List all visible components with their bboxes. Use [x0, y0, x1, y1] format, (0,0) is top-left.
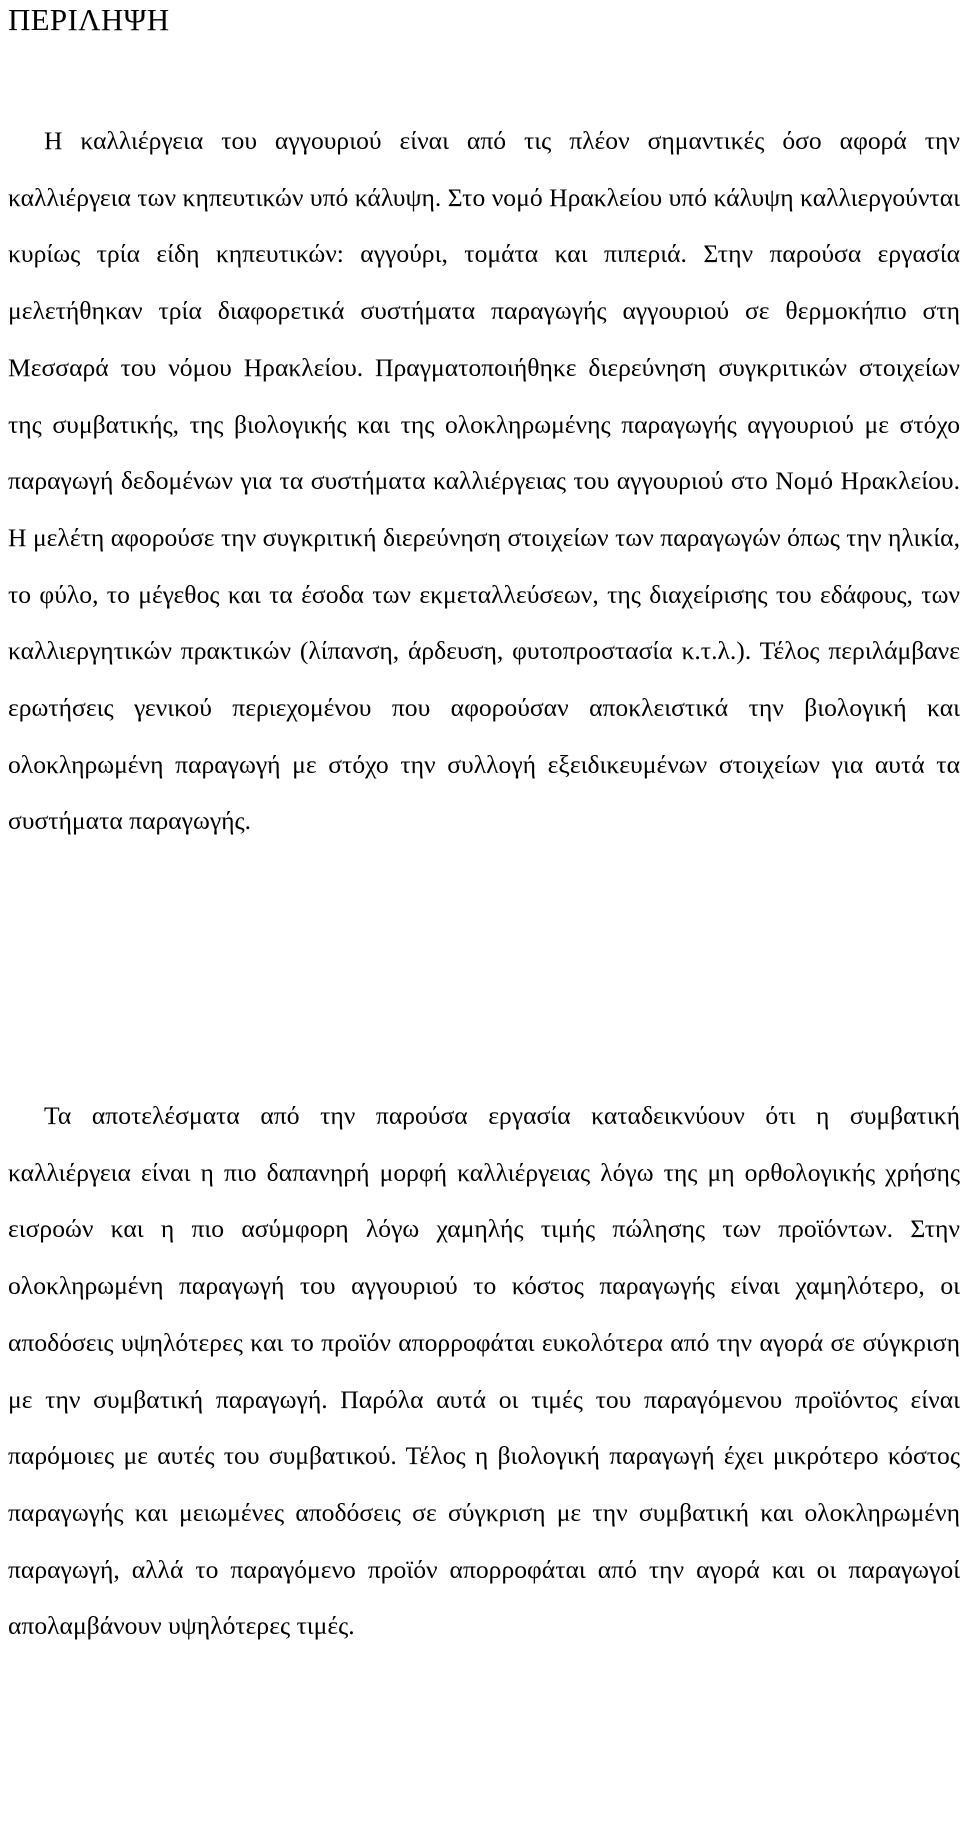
document-title: ΠΕΡΙΛΗΨΗ: [8, 2, 170, 37]
document-page: [8, 0, 960, 1641]
summary-paragraph-1: Η καλλιέργεια του αγγουριού είναι από τις πλέον σημαντικές όσο αφορά την καλλιέργεια των κηπευτικών υπό κάλυψη. Στο νομό Ηρακλείου υπό κάλυψη καλλιεργούνται κυρίως τρία είδη κηπευτικών: αγγούρι, τομάτα και πιπεριά. Στην παρούσα εργασία μελετήθηκαν τρία διαφορετικά συστήματα παραγωγής αγγουριού σε θερμοκήπιο στη Μεσσαρά του νόμου Ηρακλείου. Πραγματοποιήθηκε διερεύνηση συγκριτικών στοιχείων της συμβατικής, της βιολογικής και της ολοκληρωμένης παραγωγής αγγουριού με στόχο παραγωγή δεδομένων για τα συστήματα καλλιέργειας του αγγουριού στο Νομό Ηρακλείου. Η μελέτη αφορούσε την συγκριτική διερεύνηση στοιχείων των παραγωγών όπως την ηλικία, το φύλο, το μέγεθος και τα έσοδα των εκμεταλλεύσεων, της διαχείρισης του εδάφους, των καλλιεργητικών πρακτικών (λίπανση, άρδευση, φυτοπροστασία κ.τ.λ.). Τέλος περιλάμβανε ερωτήσεις γενικού περιεχομένου που αφορούσαν αποκλειστικά την βιολογική και ολοκληρωμένη παραγωγή με στόχο την συλλογή εξειδικευμένων στοιχείων για αυτά τα συστήματα παραγωγής.: [8, 126, 960, 836]
summary-paragraph-2: Τα αποτελέσματα από την παρούσα εργασία καταδεικνύουν ότι η συμβατική καλλιέργεια είναι η πιο δαπανηρή μορφή καλλιέργειας λόγω της μη ορθολογικής χρήσης εισροών και η πιο ασύμφορη λόγω χαμηλής τιμής πώλησης των προϊόντων. Στην ολοκληρωμένη παραγωγή του αγγουριού το κόστος παραγωγής είναι χαμηλότερο, οι αποδόσεις υψηλότερες και το προϊόν απορροφάται ευκολότερα από την αγορά σε σύγκριση με την συμβατική παραγωγή. Παρόλα αυτά οι τιμές του παραγόμενου προϊόντος είναι παρόμοιες με αυτές του συμβατικού. Τέλος η βιολογική παραγωγή έχει μικρότερο κόστος παραγωγής και μειωμένες αποδόσεις σε σύγκριση με την συμβατική και ολοκληρωμένη παραγωγή, αλλά το παραγόμενο προϊόν απορροφάται από την αγορά και οι παραγωγοί απολαμβάνουν υψηλότερες τιμές.: [8, 1101, 960, 1641]
